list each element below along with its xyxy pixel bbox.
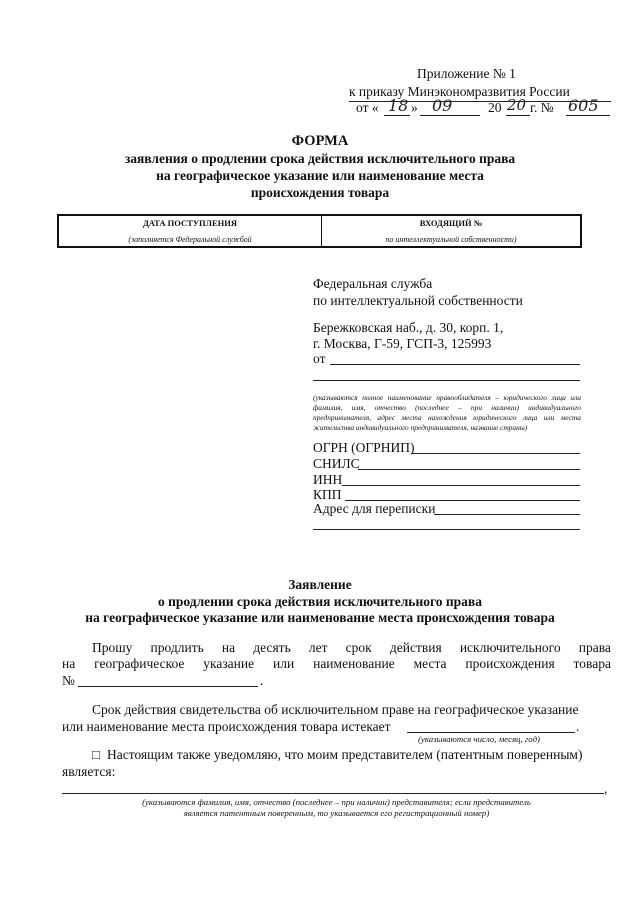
word: происхождения	[465, 656, 555, 671]
paragraph3-line2: является:	[62, 764, 116, 779]
receipt-number-header: ВХОДЯЩИЙ №	[419, 218, 483, 228]
paragraph2-line1: Срок действия свидетельства об исключительном праве на географическое указание	[92, 702, 579, 717]
date-note: (указываются число, месяц, год)	[418, 734, 540, 744]
month-underline	[420, 115, 480, 116]
field-label-inn: ИНН	[313, 472, 343, 487]
appendix-order: к приказу Минэкономразвития России	[349, 84, 570, 99]
word: наименование	[313, 656, 395, 671]
field-label-ogrn: ОГРН (ОГРНИП)	[313, 440, 415, 455]
addressee-address1: Бережковская наб., д. 30, корп. 1,	[313, 320, 504, 335]
appendix-year-prefix: 20	[488, 100, 502, 115]
field-input-inn[interactable]	[342, 485, 580, 486]
applicant-note: (указываются полное наименование правообладателя – юридического лица или фамилия, имя, отчество (последнее – при наличии) индивидуального предпринимателя, адрес места нахождения юридического лица или места жительства индивидуального предпринимателя, название страны)	[313, 393, 581, 432]
year-underline	[506, 115, 530, 116]
word: товара	[573, 656, 611, 671]
word: на	[221, 640, 236, 655]
appendix-year-end: г. №	[530, 100, 554, 115]
form-title-line1: заявления о продлении срока действия исключительного права	[124, 151, 516, 166]
appendix-year-suffix: 20	[507, 96, 527, 114]
field-input-address[interactable]	[434, 514, 580, 515]
paragraph1-line2	[62, 656, 611, 672]
number-underline	[566, 115, 610, 116]
field-label-kpp: КПП	[313, 487, 342, 502]
word: десять	[253, 640, 291, 655]
expiry-date-input[interactable]	[407, 732, 575, 733]
paragraph3-line1: Настоящим также уведомляю, что моим представителем (патентным поверенным)	[107, 747, 583, 762]
appendix-month: 09	[432, 96, 453, 115]
day-underline	[384, 115, 410, 116]
word: Прошу	[92, 640, 133, 655]
word: действия	[389, 640, 442, 655]
word: места	[413, 656, 447, 671]
paragraph1-line1	[92, 640, 611, 656]
word: исключительного	[459, 640, 561, 655]
from-input-line2[interactable]	[313, 380, 580, 381]
form-title-line3: происхождения товара	[250, 185, 390, 200]
word: географическое	[94, 656, 185, 671]
addressee-address2: г. Москва, Г-59, ГСП-3, 125993	[313, 336, 492, 351]
appendix-day: 18	[388, 96, 409, 115]
word: срок	[345, 640, 372, 655]
representative-input[interactable]	[62, 793, 604, 794]
from-label: от	[313, 351, 326, 366]
field-label-snils: СНИЛС	[313, 456, 360, 471]
word: лет	[308, 640, 328, 655]
receipt-table	[57, 214, 582, 248]
receipt-date-note: (заполняется Федеральной службой	[128, 235, 252, 244]
period-mark: .	[260, 673, 264, 688]
number-label: №	[62, 673, 75, 688]
addressee-line2: по интеллектуальной собственности	[313, 293, 523, 308]
comma-mark: ,	[604, 781, 608, 796]
from-input-line[interactable]	[330, 364, 580, 365]
appendix-number: Приложение № 1	[417, 66, 516, 81]
certificate-number-input[interactable]	[78, 686, 258, 687]
representative-note1: (указываются фамилия, имя, отчество (последнее – при наличии) представителя; если представитель	[142, 797, 531, 807]
receipt-date-header: ДАТА ПОСТУПЛЕНИЯ	[142, 218, 238, 228]
word: права	[578, 640, 611, 655]
field-input-snils[interactable]	[358, 469, 580, 470]
application-title: Заявление	[288, 577, 352, 592]
period-mark-2: .	[576, 719, 580, 734]
paragraph2-line2: или наименование места происхождения товара истекает	[62, 719, 391, 734]
appendix-date-from: от «	[356, 100, 379, 115]
addressee-line1: Федеральная служба	[313, 276, 433, 291]
field-label-address: Адрес для переписки	[313, 501, 436, 516]
form-heading: ФОРМА	[291, 133, 349, 149]
word: продлить	[150, 640, 204, 655]
appendix-order-number: 605	[568, 96, 599, 115]
application-subtitle2: на географическое указание или наименование места происхождения товара	[85, 610, 555, 625]
appendix-quote-close: »	[411, 100, 418, 115]
field-input-address-line2[interactable]	[313, 529, 580, 530]
word: или	[273, 656, 295, 671]
field-input-ogrn[interactable]	[411, 453, 580, 454]
word: на	[62, 656, 76, 671]
application-subtitle1: о продлении срока действия исключительного права	[158, 594, 482, 609]
representative-checkbox[interactable]: □	[92, 747, 101, 762]
receipt-number-note: по интеллектуальной собственности)	[385, 235, 517, 244]
representative-note2: является патентным поверенным, то указывается его регистрационный номер)	[183, 808, 490, 818]
word: указание	[203, 656, 255, 671]
form-title-line2: на географическое указание или наименование места	[156, 168, 484, 183]
